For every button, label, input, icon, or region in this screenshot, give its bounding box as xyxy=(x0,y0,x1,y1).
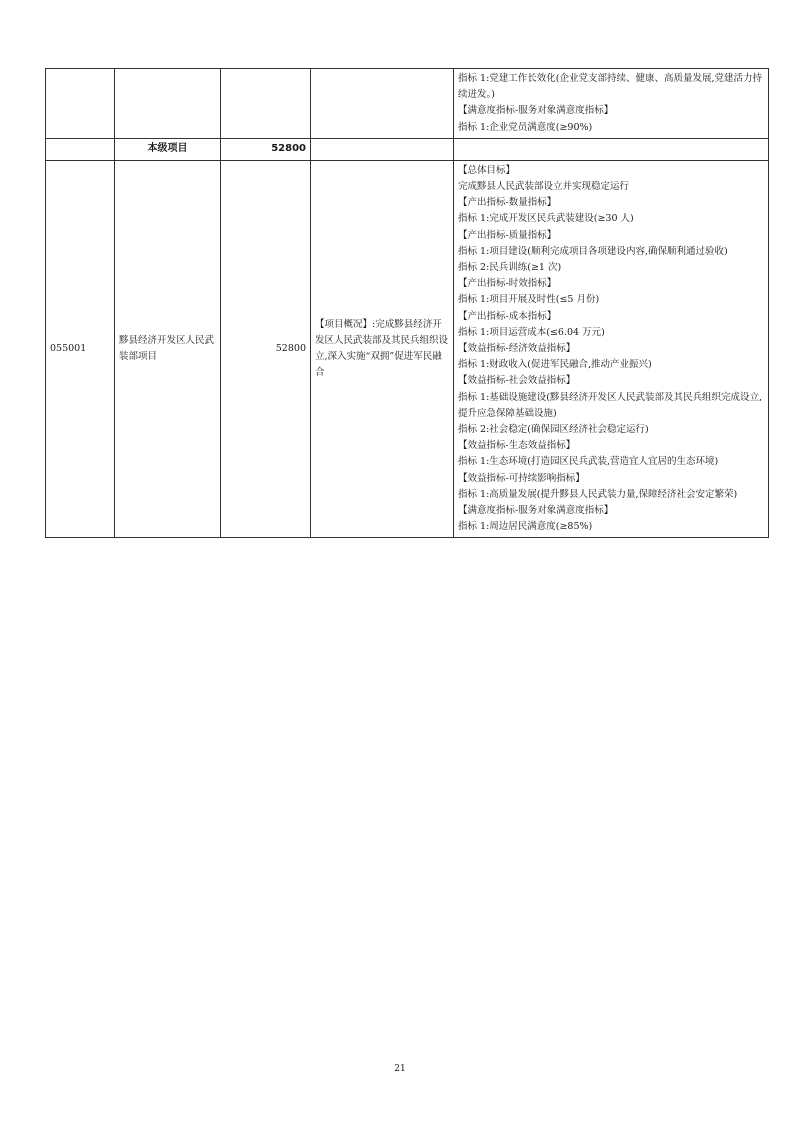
goal-line: 指标 1:财政收入(促进军民融合,推动产业振兴) xyxy=(458,359,652,371)
budget-table xyxy=(45,68,769,538)
goal-line: 指标 1:党建工作长效化(企业党支部持续、健康、高质量发展,党建活力持续迸发。) xyxy=(458,73,762,101)
goal-heading: 【效益指标-经济效益指标】 xyxy=(458,343,576,355)
goal-line: 指标 1:项目开展及时性(≤5 月份) xyxy=(458,294,600,306)
subtotal-amount: 52800 xyxy=(221,138,311,160)
project-code-cell xyxy=(46,69,115,139)
goal-heading: 【效益指标-生态效益指标】 xyxy=(458,440,576,452)
amount-cell xyxy=(221,69,311,139)
goal-line: 【满意度指标-服务对象满意度指标】 xyxy=(458,105,614,117)
goal-line: 指标 1:项目建设(顺利完成项目各项建设内容,确保顺利通过验收) xyxy=(458,245,728,257)
goal-line: 指标 2:社会稳定(确保园区经济社会稳定运行) xyxy=(458,424,649,436)
goal-line: 指标 1:完成开发区民兵武装建设(≥30 人) xyxy=(458,213,634,225)
goal-heading: 【产出指标-成本指标】 xyxy=(458,310,557,322)
subtotal-row xyxy=(46,138,769,160)
goal-heading: 【满意度指标-服务对象满意度指标】 xyxy=(458,505,614,517)
goal-heading: 【效益指标-可持续影响指标】 xyxy=(458,472,585,484)
table-row-project xyxy=(46,160,769,538)
goals-cell xyxy=(454,69,769,139)
goal-line: 指标 2:民兵训练(≥1 次) xyxy=(458,262,562,274)
subtotal-label: 本级项目 xyxy=(115,138,221,160)
overview-cell xyxy=(311,69,454,139)
table-row-continued xyxy=(46,69,769,139)
goal-line: 指标 1:基础设施建设(黟县经济开发区人民武装部及其民兵组织完成设立,提升应急保障基础设施) xyxy=(458,391,762,419)
goal-heading: 【效益指标-社会效益指标】 xyxy=(458,375,576,387)
goal-heading: 【产出指标-质量指标】 xyxy=(458,229,557,241)
goal-line: 指标 1:高质量发展(提升黟县人民武装力量,保障经济社会安定繁荣) xyxy=(458,488,738,500)
goal-line: 指标 1:项目运营成本(≤6.04 万元) xyxy=(458,326,605,338)
amount-cell: 52800 xyxy=(221,160,311,538)
goal-line: 指标 1:周边居民满意度(≥85%) xyxy=(458,521,593,533)
goal-heading: 【产出指标-数量指标】 xyxy=(458,197,557,209)
project-code-cell: 055001 xyxy=(46,160,115,538)
goals-cell xyxy=(454,160,769,538)
goal-line: 完成黟县人民武装部设立并实现稳定运行 xyxy=(458,181,630,193)
project-name-cell xyxy=(115,69,221,139)
goal-heading: 【产出指标-时效指标】 xyxy=(458,278,557,290)
project-name-cell: 黟县经济开发区人民武装部项目 xyxy=(115,160,221,538)
goal-line: 指标 1:企业党员满意度(≥90%) xyxy=(458,121,593,133)
goal-line: 指标 1:生态环境(打造园区民兵武装,营造宜人宜居的生态环境) xyxy=(458,456,719,468)
page-number: 21 xyxy=(394,1064,406,1074)
overview-cell: 【项目概况】:完成黟县经济开发区人民武装部及其民兵组织设立,深入实施“双拥”促进军民融合 xyxy=(311,160,454,538)
goal-heading: 【总体目标】 xyxy=(458,164,516,176)
